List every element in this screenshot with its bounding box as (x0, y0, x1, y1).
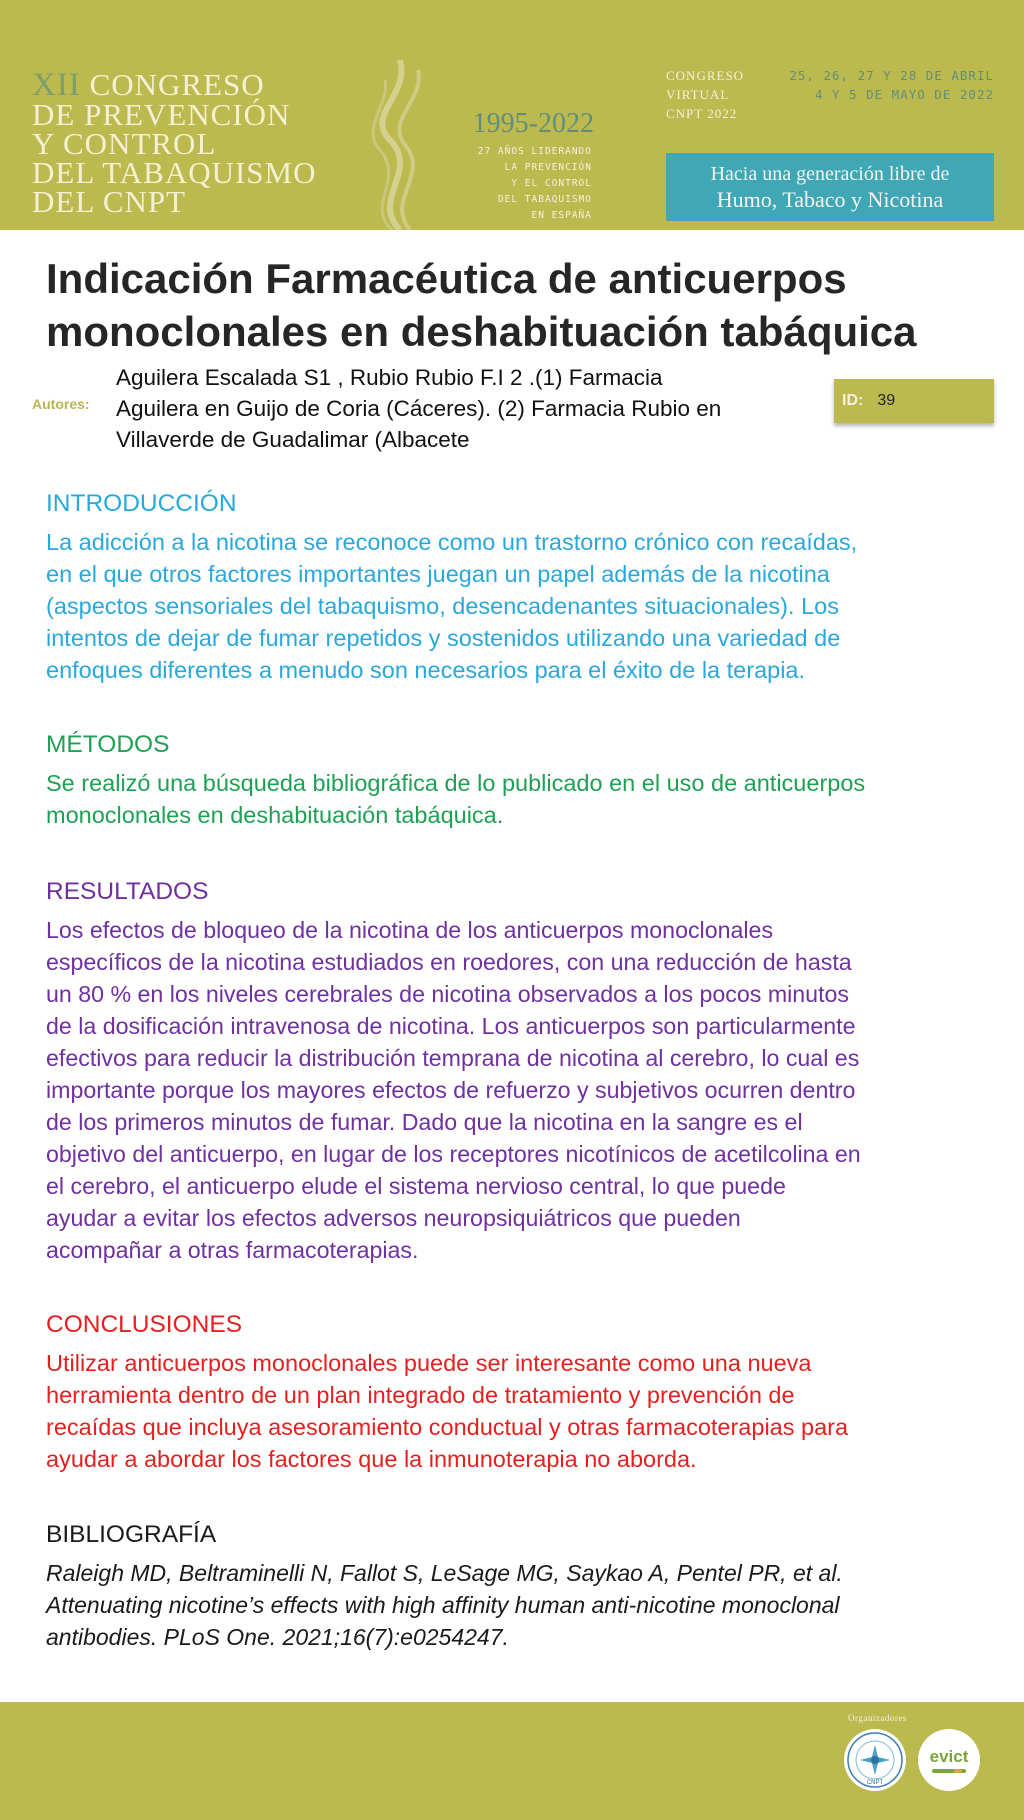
congress-title-line3: Y CONTROL (32, 126, 217, 161)
poster-title-line1: Indicación Farmacéutica de anticuerpos (46, 255, 847, 302)
congreso-virtual-line: CONGRESO (666, 68, 745, 83)
section-heading-conclusiones: CONCLUSIONES (46, 1311, 243, 1338)
body-line: acompañar a otras farmacoterapias. (46, 1237, 419, 1263)
authors-list (116, 362, 816, 455)
authors-line: Villaverde de Guadalimar (Albacete (116, 427, 470, 452)
body-line: efectivos para reducir la distribución temprana de nicotina al cerebro, lo cual es (46, 1045, 860, 1071)
body-line: importante porque los mayores efectos de refuerzo y subjetivos ocurren dentro (46, 1077, 856, 1103)
slogan-line2: Humo, Tabaco y Nicotina (716, 187, 944, 212)
section-body-bibliografia (46, 1557, 986, 1653)
body-line: un 80 % en los niveles cerebrales de nicotina observados a los pocos minutos (46, 981, 850, 1007)
authors-line: Aguilera en Guijo de Coria (Cáceres). (2) Farmacia Rubio en (116, 396, 722, 421)
body-line: recaídas que incluya asesoramiento conductual y otras farmacoterapias para (46, 1414, 849, 1440)
body-line: monoclonales en deshabituación tabáquica. (46, 802, 504, 828)
years-sub-line: EN ESPAÑA (531, 210, 592, 221)
body-line: específicos de la nicotina estudiados en roedores, con una reducción de hasta (46, 949, 852, 975)
congress-header (0, 0, 1024, 230)
svg-text:CNPT: CNPT (866, 1780, 884, 1786)
congreso-virtual-line: CNPT 2022 (666, 106, 738, 121)
dates-line-april: 25, 26, 27 Y 28 DE ABRIL (789, 68, 994, 83)
body-line: enfoques diferentes a menudo son necesarios para el éxito de la terapia. (46, 657, 806, 683)
years-sub-line: DEL TABAQUISMO (497, 194, 592, 205)
body-line: Utilizar anticuerpos monoclonales puede ser interesante como una nueva (46, 1350, 812, 1376)
organizadores-label: Organizadores (848, 1713, 907, 1723)
authors-label: Autores: (32, 396, 90, 412)
years-sub-line: LA PREVENCIÓN (504, 162, 592, 173)
section-body-conclusiones (46, 1347, 986, 1475)
poster-footer (0, 1702, 1024, 1820)
cnpt-logo-icon (844, 1729, 906, 1791)
section-conclusiones (46, 1309, 986, 1475)
reference-line: antibodies. PLoS One. 2021;16(7):e0254247. (46, 1624, 509, 1650)
body-line: objetivo del anticuerpo, en lugar de los receptores nicotínicos de acetilcolina en (46, 1141, 861, 1167)
dates-line-may: 4 Y 5 DE MAYO DE 2022 (814, 87, 994, 102)
poster-id-value: 39 (877, 392, 896, 409)
body-line: intentos de dejar de fumar repetidos y sostenidos utilizando una variedad de (46, 625, 841, 651)
congress-title-line2: DE PREVENCIÓN (32, 97, 291, 132)
section-body-introduccion (46, 526, 986, 686)
section-heading-resultados: RESULTADOS (46, 878, 209, 905)
poster-title (46, 252, 996, 358)
body-line: Se realizó una búsqueda bibliográfica de lo publicado en el uso de anticuerpos (46, 770, 866, 796)
section-resultados (46, 876, 986, 1266)
body-line: en el que otros factores importantes juegan un papel además de la nicotina (46, 561, 830, 587)
authors-line: Aguilera Escalada S1 , Rubio Rubio F.I 2 .(1) Farmacia (116, 365, 663, 390)
congress-title-line4: DEL TABAQUISMO (32, 155, 317, 190)
body-line: herramienta dentro de un plan integrado de tratamiento y prevención de (46, 1382, 795, 1408)
years-subtitle (430, 144, 592, 224)
body-line: de la dosificación intravenosa de nicotina. Los anticuerpos son particularmente (46, 1013, 856, 1039)
body-line: ayudar a abordar los factores que la inmunoterapia no aborda. (46, 1446, 697, 1472)
section-heading-introduccion: INTRODUCCIÓN (46, 490, 237, 517)
section-body-resultados (46, 914, 986, 1266)
congress-title (32, 67, 317, 219)
body-line: Los efectos de bloqueo de la nicotina de los anticuerpos monoclonales (46, 917, 774, 943)
evict-logo-text: evict (929, 1747, 969, 1766)
section-body-metodos (46, 767, 986, 831)
reference-line: Attenuating nicotine’s effects with high affinity human anti-nicotine monoclonal (46, 1592, 840, 1618)
poster-title-line2: monoclonales en deshabituación tabáquica (46, 308, 917, 355)
congreso-virtual-label (666, 66, 744, 123)
section-introduccion (46, 488, 986, 686)
reference-line: Raleigh MD, Beltraminelli N, Fallot S, LeSage MG, Saykao A, Pentel PR, et al. (46, 1560, 843, 1586)
congreso-virtual-line: VIRTUAL (666, 87, 730, 102)
section-heading-bibliografia: BIBLIOGRAFÍA (46, 1521, 217, 1548)
years-sub-line: 27 AÑOS LIDERANDO (477, 146, 592, 157)
body-line: La adicción a la nicotina se reconoce como un trastorno crónico con recaídas, (46, 529, 858, 555)
body-line: ayudar a evitar los efectos adversos neuropsiquiátricos que pueden (46, 1205, 741, 1231)
congress-title-line1: CONGRESO (89, 67, 265, 102)
section-heading-metodos: MÉTODOS (46, 731, 170, 758)
evict-logo-icon (918, 1729, 980, 1791)
body-line: (aspectos sensoriales del tabaquismo, desencadenantes situacionales). Los (46, 593, 839, 619)
slogan-box (666, 153, 994, 221)
years-sub-line: Y EL CONTROL (511, 178, 592, 189)
body-line: de los primeros minutos de fumar. Dado que la nicotina en la sangre es el (46, 1109, 803, 1135)
congress-dates (762, 66, 994, 104)
slogan-line1: Hacia una generación libre de (710, 163, 950, 185)
poster-id-box (834, 379, 994, 423)
congress-title-line5: DEL CNPT (32, 184, 187, 219)
section-bibliografia (46, 1519, 986, 1653)
congress-number: XII (32, 67, 81, 103)
section-metodos (46, 729, 986, 831)
evict-logo (918, 1729, 980, 1791)
years-range: 1995-2022 (472, 108, 594, 139)
body-line: el cerebro, el anticuerpo elude el sistema nervioso central, lo que puede (46, 1173, 786, 1199)
cnpt-logo (844, 1729, 906, 1791)
poster-id-label: ID: (842, 392, 864, 409)
